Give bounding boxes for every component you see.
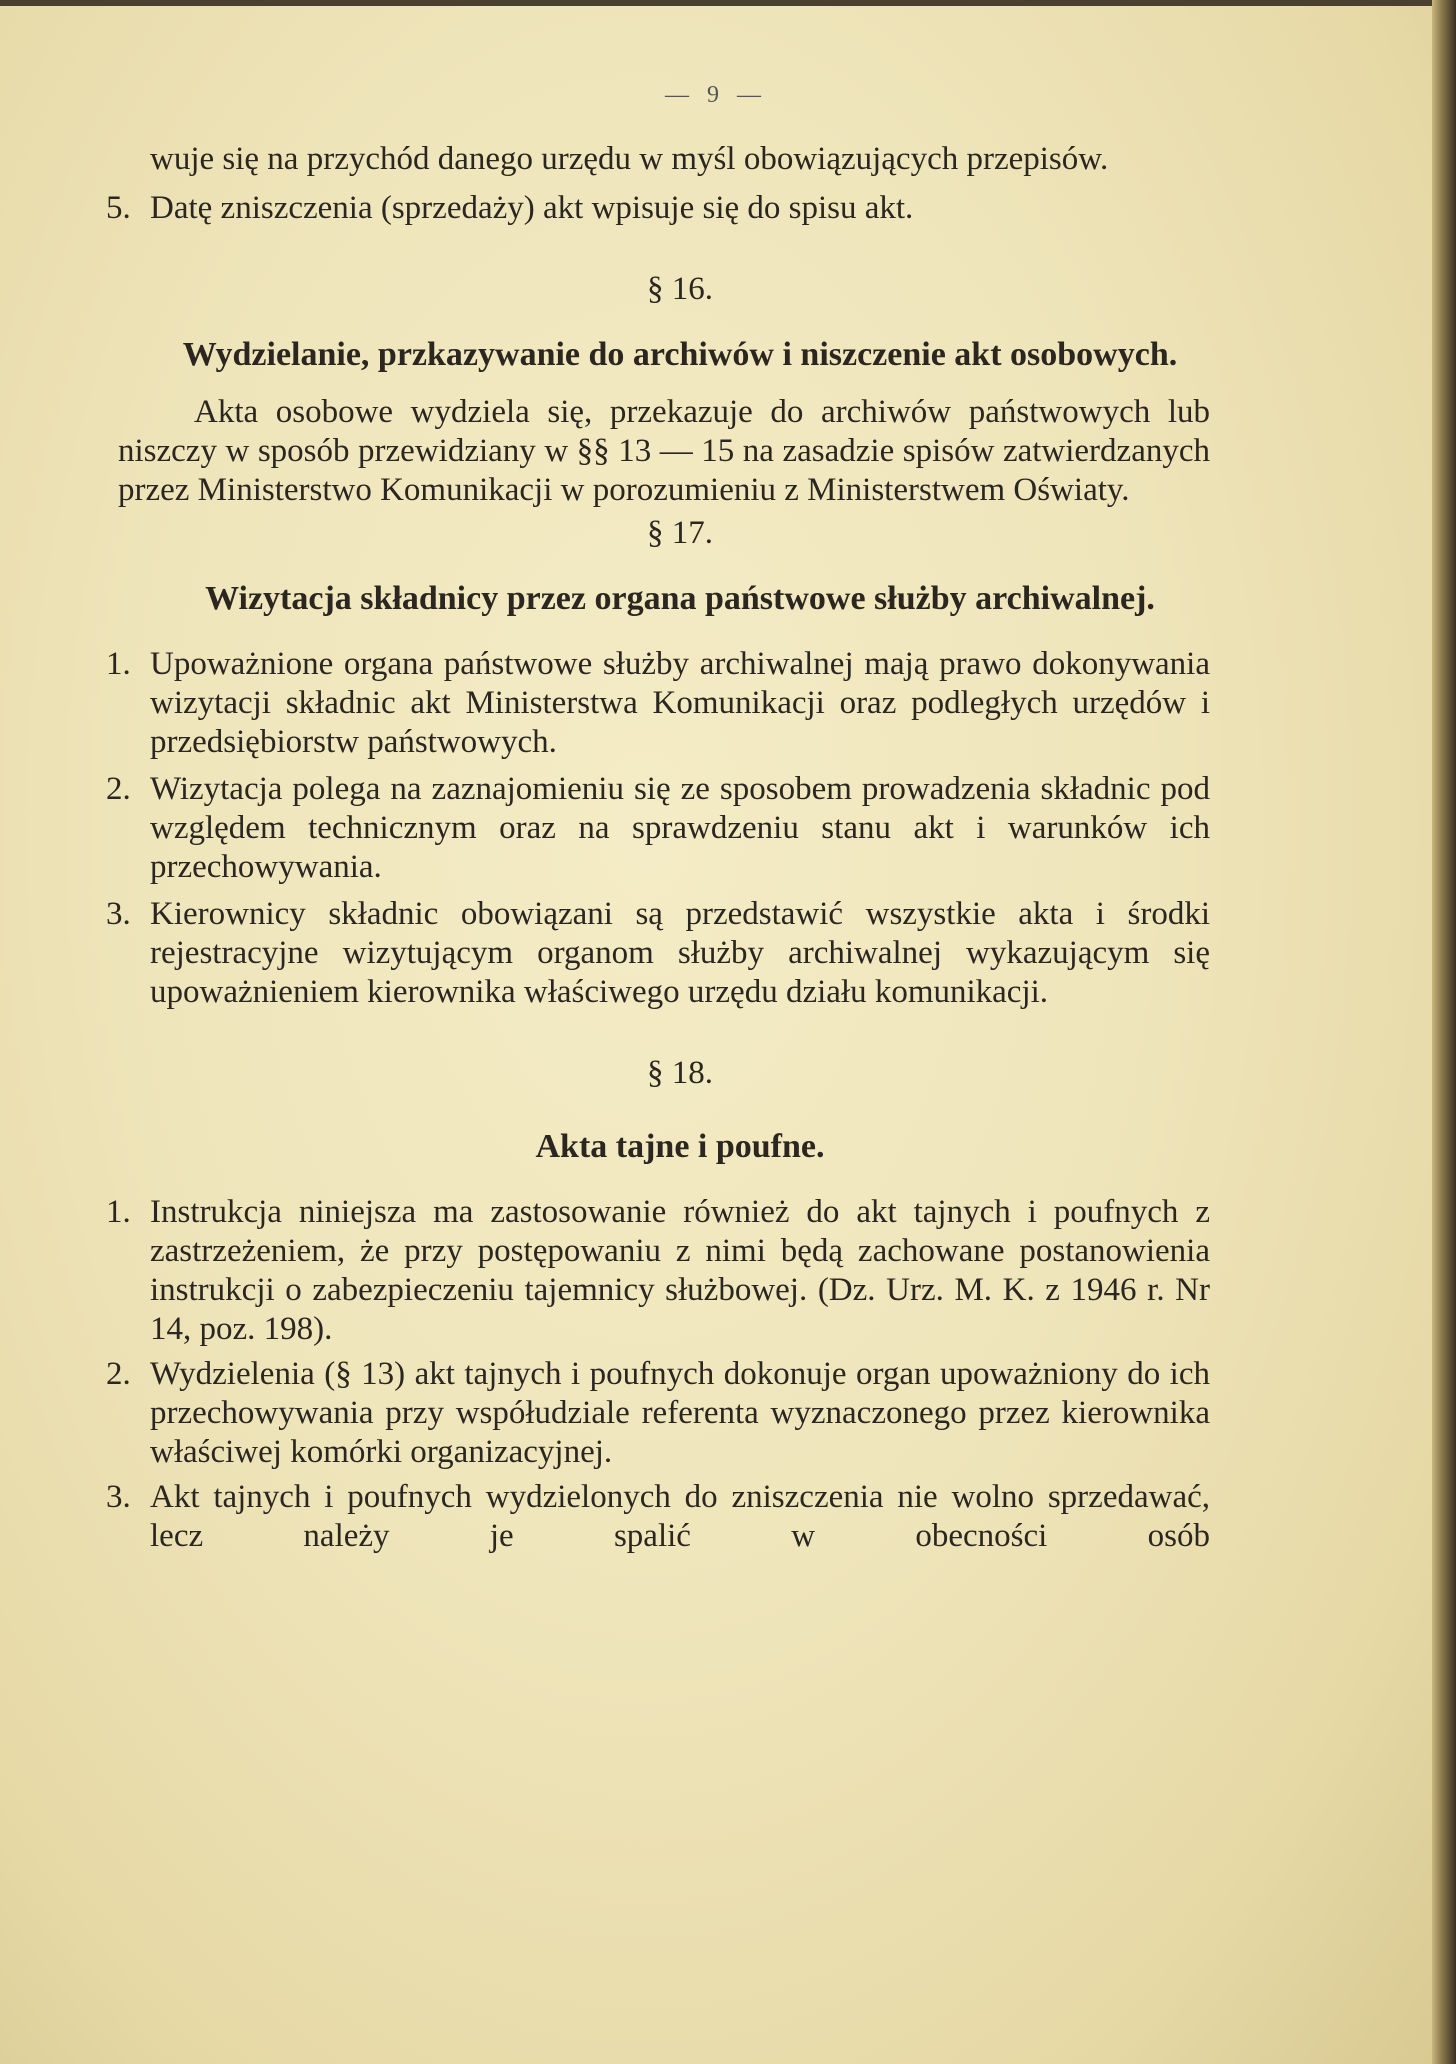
list-item [106, 189, 1210, 228]
item-number: 2. [106, 1356, 131, 1392]
item-number: 1. [106, 1194, 131, 1230]
continued-paragraph: wuje się na przychód danego urzędu w myśl obowiązujących przepisów. [150, 141, 1109, 177]
list-item [106, 1193, 1210, 1349]
list-item [106, 1478, 1210, 1556]
item-text: Upoważnione organa państwowe służby archiwalnej mają prawo dokonywania wizytacji składnic akt Ministerstwa Komunikacji oraz podległych urzędów i przedsiębiorstw państwowych. [150, 646, 1210, 760]
item-text: Datę zniszczenia (sprzedaży) akt wpisuje się do spisu akt. [150, 190, 914, 226]
list-item [106, 770, 1210, 887]
item-number: 3. [106, 1479, 131, 1515]
list-item [106, 645, 1210, 762]
page-number: — 9 — [665, 82, 767, 108]
page-content [106, 140, 1210, 1556]
section-heading-16: Wydzielanie, przkazywanie do archiwów i niszczenie akt osobowych. [182, 336, 1178, 373]
section-16-text: Akta osobowe wydziela się, przekazuje do archiwów państwowych lub niszczy w sposób przewidziany w §§ 13 — 15 na zasadzie spisów zatwierdzanych przez Ministerstwo Komunikacji w porozumieniu z Ministerstwem Oświaty. [118, 394, 1210, 508]
page-edge-shadow [1432, 0, 1456, 2064]
page-top-stain [0, 0, 1432, 6]
item-text: Wydzielenia (§ 13) akt tajnych i poufnych dokonuje organ upoważniony do ich przechowywania przy współudziale referenta wyznaczonego przez kierownika właściwej komórki organizacyjnej. [150, 1356, 1210, 1470]
item-text: Wizytacja polega na zaznajomieniu się ze sposobem prowadzenia składnic pod względem technicznym oraz na sprawdzeniu stanu akt i warunków ich przechowywania. [150, 771, 1210, 885]
section-heading-17: Wizytacja składnicy przez organa państwowe służby archiwalnej. [205, 580, 1155, 617]
section-18-list [106, 1193, 1210, 1556]
list-item [106, 1355, 1210, 1472]
item-number: 3. [106, 896, 131, 932]
list-item [106, 895, 1210, 1012]
section-heading-18: Akta tajne i poufne. [535, 1128, 825, 1165]
section-mark-16: § 16. [647, 271, 713, 307]
section-mark-17: § 17. [647, 515, 713, 551]
item-text: Kierownicy składnic obowiązani są przedstawić wszystkie akta i środki rejestracyjne wizytującym organom służby archiwalnej wykazującym się upoważnieniem kierownika właściwego urzędu działu komunikacji. [150, 896, 1210, 1010]
item-number: 5. [106, 190, 131, 226]
item-text: Instrukcja niniejsza ma zastosowanie również do akt tajnych i poufnych z zastrzeżeniem, że przy postępowaniu z nimi będą zachowane postanowienia instrukcji o zabezpieczeniu tajemnicy służbowej. (Dz. Urz. M. K. z 1946 r. Nr 14, poz. 198). [150, 1194, 1210, 1347]
section-17-list [106, 645, 1210, 1012]
item-number: 2. [106, 771, 131, 807]
item-text: Akt tajnych i poufnych wydzielonych do zniszczenia nie wolno sprzedawać, lecz należy je spalić w obecności osób [150, 1479, 1210, 1554]
section-mark-18: § 18. [647, 1055, 713, 1091]
item-number: 1. [106, 646, 131, 682]
